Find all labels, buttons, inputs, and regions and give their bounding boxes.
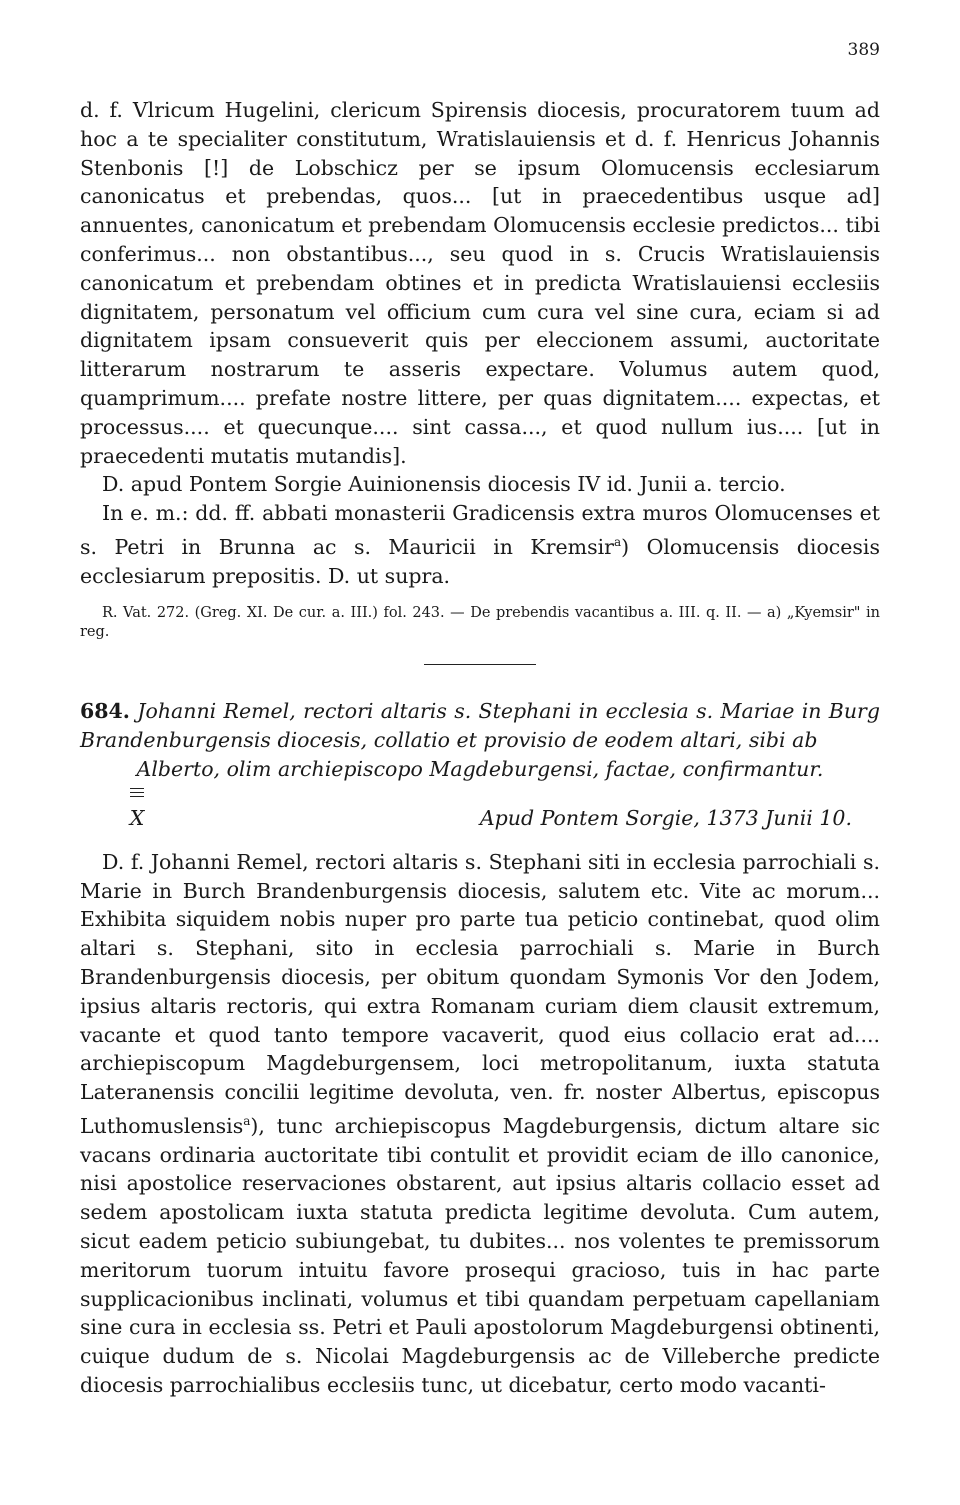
entry-title-end: Alberto, olim archiepiscopo Magdeburgensi, factae, confirmantur. <box>136 756 824 781</box>
body-paragraph: d. f. Vlricum Hugelini, clericum Spirensis diocesis, procuratorem tuum ad hoc a te specialiter constitutum, Wratislauiensis et d. f. Henricus Johannis Stenbonis [!] de Lobschicz per se ipsum Olomucensis ecclesiarum canonicatus et prebendas, quos... [ut in praecedentibus usque ad] annuentes, canonicatum et prebendam Olomucensis ecclesie predictos... tibi conferimus... non obstantibus..., seu quod in s. Crucis Wratislauiensis canonicatum et prebendam obtines et in predicta Wratislauiensi ecclesiis dignitatem, personatum vel officium cum cura vel sine cura, eciam si ad dignitatem ipsam consueverit quis per eleccionem assumi, auctoritate litterarum nostrarum te asseris expectare. Volumus autem quod, quamprimum.... prefate nostre littere, per quas dignitatem.... expectas, et processus.... et quecunque.... sint cassa..., et quod nullum ius.... [ut in praecedenti mutatis mutandis]. <box>80 98 880 468</box>
date-clause: D. apud Pontem Sorgie Auinionensis diocesis IV id. Junii a. tercio. <box>102 472 786 497</box>
entry-body-text: D. f. Johanni Remel, rectori altaris s. Stephani siti in ecclesia parrochiali s. Marie in Burch Brandenburgensis diocesis, salutem etc. Vite ac morum... Exhibita siquidem nobis nuper pro parte tua peticio continebat, quod olim altari s. Stephani, sito in ecclesia parrochiali s. Marie in Burch Brandenburgensis diocesis, per obitum quondam Symonis Vor den Jodem, ipsius altaris rectoris, qui extra Romanam curiam diem clausit extremum, vacante et quod tanto tempore vacaverit, quod eius collacio erat ad.... archiepiscopum Magdeburgensem, loci metropolitanum, iuxta statuta Lateranensis concilii legitime devoluta, ven. fr. noster Albertus, episcopus Luthomuslensis <box>80 849 880 1138</box>
document-page <box>80 38 880 1400</box>
dateline: Apud Pontem Sorgie, 1373 Junii 10. <box>479 805 852 830</box>
entry-body <box>80 848 880 1400</box>
footnote-marker: a <box>613 534 622 549</box>
clause-text: In e. m.: dd. ff. abbati monasterii Gradicensis extra muros Olomucenses et s. Petri in Brunna ac s. Mauricii in Kremsir <box>80 501 880 559</box>
in-eundem-modum-clause <box>80 499 880 590</box>
month-numeral-marker <box>122 788 152 830</box>
entry-number: 684. <box>80 699 130 724</box>
page-number: 389 <box>847 40 880 60</box>
footnote: R. Vat. 272. (Greg. XI. De cur. a. III.) fol. 243. — De prebendis vacantibus a. III. q. II. — a) „Kyemsir" in reg. <box>80 605 880 641</box>
entry-title: Johanni Remel, rectori altaris s. Stephani in ecclesia s. Mariae in Burg Brandenburgensis diocesis, collatio et provisio de eodem altari, sibi ab <box>80 699 880 753</box>
previous-entry-continuation <box>80 96 880 642</box>
section-divider <box>424 664 536 665</box>
month-numeral: X <box>129 805 145 830</box>
footnote-marker: a <box>243 1113 251 1128</box>
document-entry <box>80 697 880 1399</box>
bars-glyph <box>122 788 152 806</box>
entry-body-text-continued: ), tunc archiepiscopus Magdeburgensis, dictum altare sic vacans ordinaria auctoritate tibi contulit et providit eciam de illo canonice, nisi apostolice reservaciones obstarent, aut ipsius altaris collacio esset ad sedem apostolicam iuxta statuta predicta legitime devoluta. Cum autem, sicut eadem peticio subiungebat, tu dubites... nos volentes te premissorum meritorum tuorum intuitu favore prosequi gracioso, tuis in hac parte supplicacionibus inclinati, volumus et tibi quandam perpetuam capellaniam sine cura in ecclesia ss. Petri et Pauli apostolorum Magdeburgensi obtinenti, cuique dudum de s. Nicolai Magdeburgensis ac de Villeberche predicte diocesis parrochialibus ecclesiis tunc, ut dicebatur, certo modo vacanti- <box>80 1113 880 1397</box>
clause-text-end: ) Olomucensis diocesis ecclesiarum prepositis. D. ut supra. <box>80 534 880 588</box>
dateline-row <box>80 788 880 840</box>
entry-heading <box>80 697 880 783</box>
